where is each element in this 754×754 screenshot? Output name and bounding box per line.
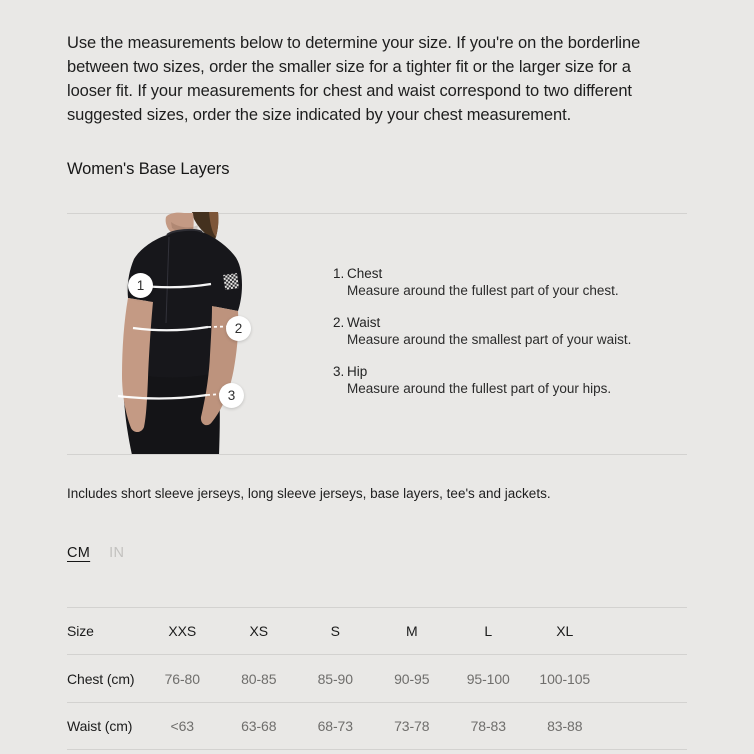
instruction-description: Measure around the fullest part of your chest. xyxy=(347,283,619,298)
measurement-marker-1: 1 xyxy=(128,273,153,298)
instruction-label: Hip xyxy=(347,364,368,379)
table-cell: 100-105 xyxy=(539,670,591,687)
instruction-label: Chest xyxy=(347,266,383,281)
table-header-row xyxy=(67,607,687,654)
includes-note: Includes short sleeve jerseys, long sleeve jerseys, base layers, tee's and jackets. xyxy=(67,486,551,501)
intro-paragraph xyxy=(67,31,707,127)
row-label: Chest (cm) xyxy=(67,670,135,687)
measurement-marker-2: 2 xyxy=(226,316,251,341)
intro-line: between two sizes, order the smaller size for a tighter fit or the larger size for a xyxy=(67,58,631,76)
table-cell: <63 xyxy=(170,718,194,734)
column-header: XXS xyxy=(168,623,197,639)
section-title: Women's Base Layers xyxy=(67,160,230,178)
table-cell: 95-100 xyxy=(466,670,510,687)
intro-line: looser fit. If your measurements for chest and waist correspond to two different xyxy=(67,82,632,100)
table-row-waist xyxy=(67,702,687,750)
unit-toggle xyxy=(67,545,124,561)
instruction-number: 2. xyxy=(333,315,345,330)
column-header: XS xyxy=(249,623,268,639)
table-cell: 68-73 xyxy=(317,718,353,734)
instruction-number: 3. xyxy=(333,364,345,379)
model-figure-image xyxy=(108,203,308,455)
measurement-instructions xyxy=(333,266,673,413)
table-row-chest xyxy=(67,654,687,702)
table-cell: 85-90 xyxy=(317,670,353,687)
intro-line: suggested sizes, order the size indicated by your chest measurement. xyxy=(67,106,572,124)
sleeve-logo-patch xyxy=(223,273,239,290)
table-cell: 73-78 xyxy=(394,718,430,734)
table-cell: 78-83 xyxy=(470,718,506,734)
column-header: S xyxy=(330,623,340,639)
instruction-number: 1. xyxy=(333,266,345,281)
row-label: Waist (cm) xyxy=(67,718,133,734)
table-cell: 80-85 xyxy=(241,670,277,687)
column-header: L xyxy=(484,623,493,639)
instruction-item-hip xyxy=(333,364,673,397)
column-header: M xyxy=(405,623,418,639)
instruction-item-waist xyxy=(333,315,673,348)
size-table xyxy=(67,607,687,750)
instruction-description: Measure around the fullest part of your hips. xyxy=(347,381,612,396)
unit-option-cm[interactable]: CM xyxy=(67,545,91,561)
instruction-item-chest xyxy=(333,266,673,299)
column-header: Size xyxy=(67,623,94,639)
column-header: XL xyxy=(556,623,574,639)
unit-option-in[interactable]: IN xyxy=(109,545,125,561)
instruction-description: Measure around the smallest part of your waist. xyxy=(347,332,632,347)
divider xyxy=(67,454,687,455)
instruction-label: Waist xyxy=(347,315,381,330)
table-cell: 90-95 xyxy=(394,670,430,687)
table-cell: 76-80 xyxy=(164,670,200,687)
table-cell: 63-68 xyxy=(241,718,277,734)
table-cell: 83-88 xyxy=(547,718,583,734)
intro-line: Use the measurements below to determine your size. If you're on the borderline xyxy=(67,34,641,52)
measurement-marker-3: 3 xyxy=(219,383,244,408)
